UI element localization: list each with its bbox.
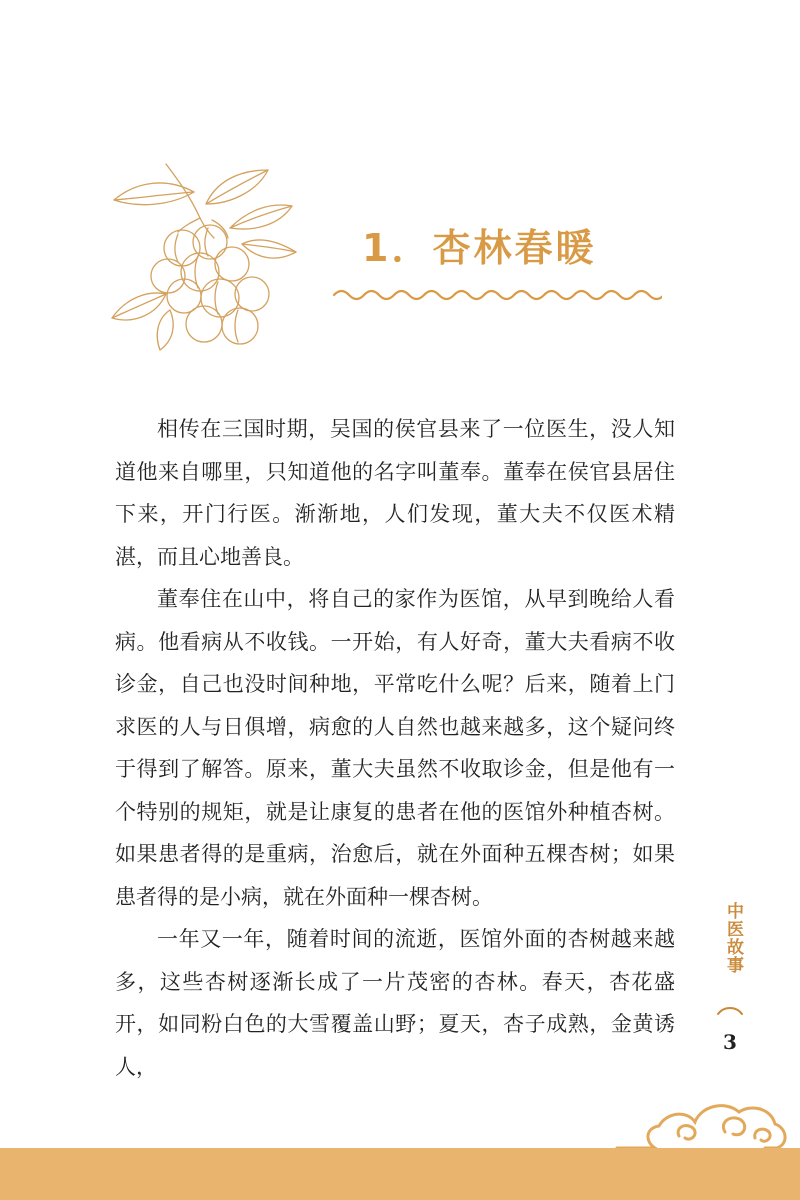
- paragraph: 董奉住在山中，将自己的家作为医馆，从早到晚给人看病。他看病从不收钱。一开始，有人好奇，董大夫看病不收诊金，自己也没时间种地，平常吃什么呢？后来，随着上门求医的人与日俱增，病愈的人自然也越来越多，这个疑问终于得到了解答。原来，董大夫虽然不收取诊金，但是他有一个特别的规矩，就是让康复的患者在他的医馆外种植杏树。如果患者得的是重病，治愈后，就在外面种五棵杏树；如果患者得的是小病，就在外面种一棵杏树。: [115, 587, 675, 909]
- paragraph: 相传在三国时期，吴国的侯官县来了一位医生，没人知道他来自哪里，只知道他的名字叫董奉。董奉在侯官县居住下来，开门行医。渐渐地，人们发现，董大夫不仅医术精湛，而且心地善良。: [115, 417, 675, 569]
- paragraph: 一年又一年，随着时间的流逝，医馆外面的杏树越来越多，这些杏树逐渐长成了一片茂密的杏林。春天，杏花盛开，如同粉白色的大雪覆盖山野；夏天，杏子成熟，金黄诱人，: [115, 927, 675, 1079]
- body-text: [115, 408, 675, 1088]
- divider-mark-icon: [716, 1004, 744, 1018]
- page-number: 3: [723, 1030, 737, 1054]
- chapter-title: 1．杏林春暖: [362, 226, 597, 270]
- apricot-branch-icon: [108, 160, 308, 355]
- footer-bar: [0, 1148, 800, 1200]
- section-label: 中医故事: [723, 902, 743, 974]
- wave-divider-icon: [332, 284, 662, 306]
- cloud-ornament-icon: [615, 1092, 790, 1152]
